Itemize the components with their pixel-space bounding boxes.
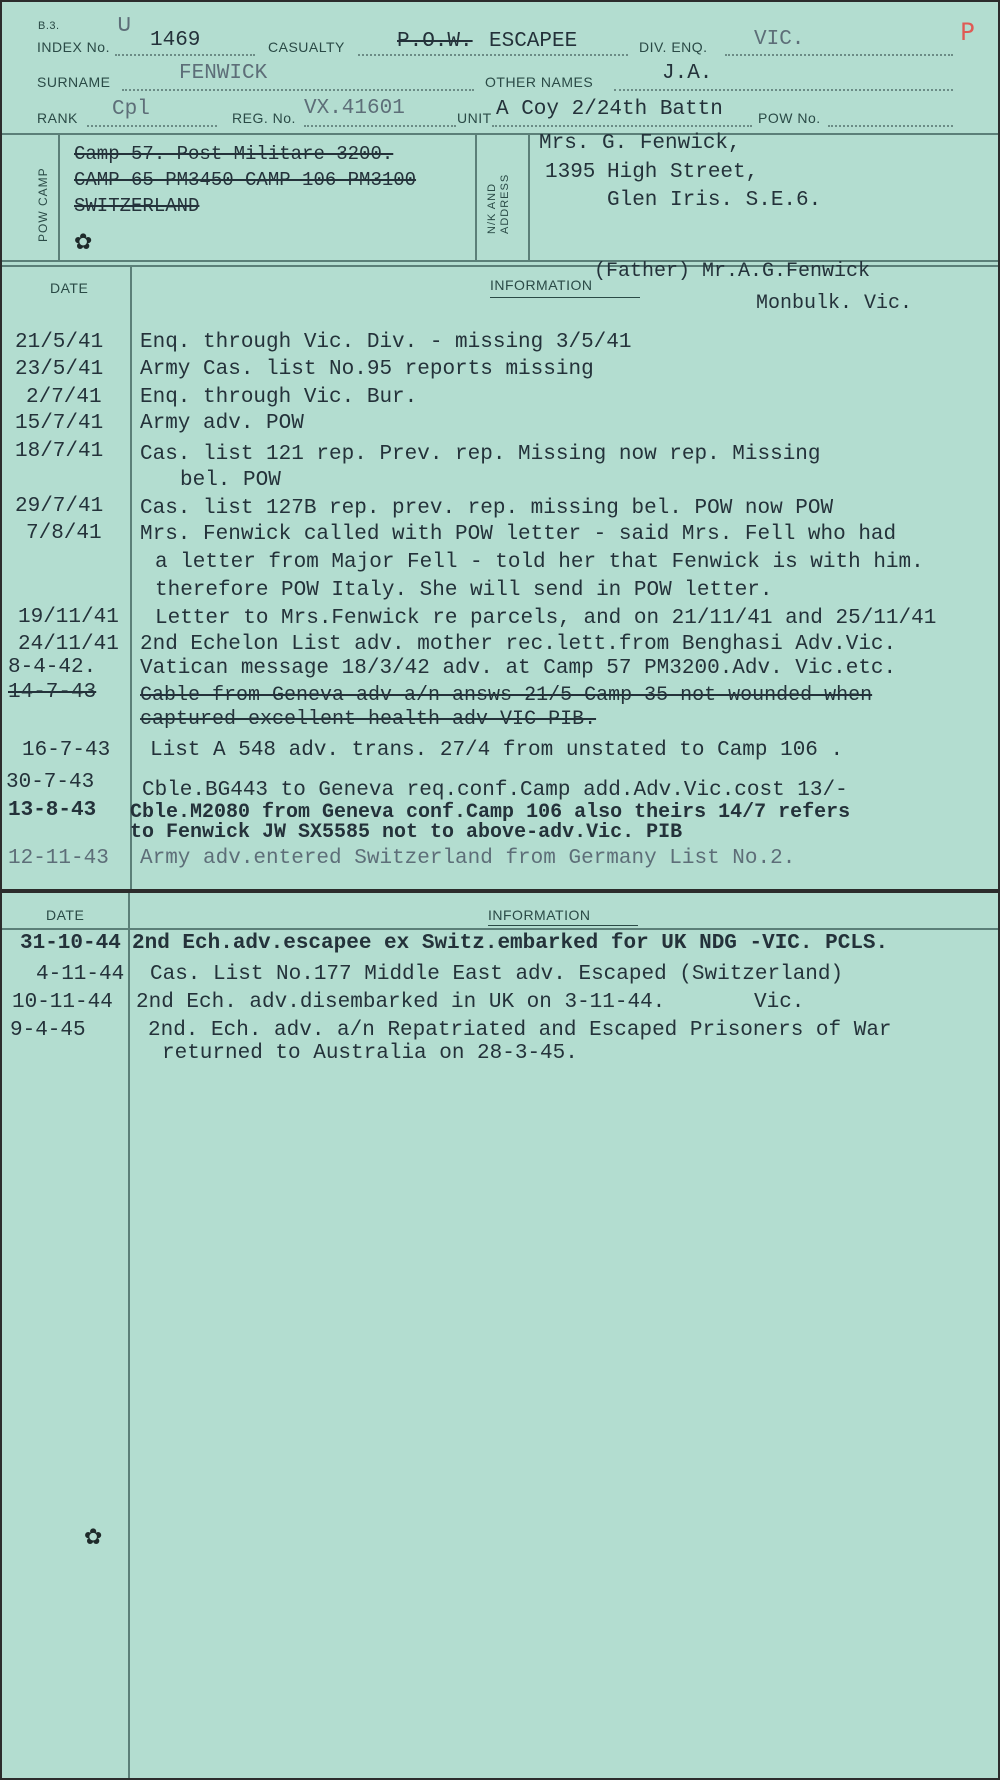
other-names-label: OTHER NAMES xyxy=(485,74,594,90)
entry-date: 18/7/41 xyxy=(15,440,104,463)
pow-camp-line-2: CAMP 65 PM3450 CAMP 106 PM3100 xyxy=(74,169,417,191)
entry-date: 4-11-44 xyxy=(36,963,125,986)
entry-text: captured excellent health adv VIC PIB. xyxy=(140,708,597,731)
unit-label: UNIT xyxy=(457,110,492,126)
entry-text: a letter from Major Fell - told her that Fenwick is with him. xyxy=(155,551,924,574)
entry-text: to Fenwick JW SX5585 not to above-adv.Vic. PIB xyxy=(130,821,683,844)
div-enq-label: DIV. ENQ. xyxy=(639,39,708,55)
entry-date: 2/7/41 xyxy=(26,386,102,409)
corner-mark: P xyxy=(960,18,975,46)
entry-date: 19/11/41 xyxy=(18,606,119,629)
entry-text: therefore POW Italy. She will send in POW letter. xyxy=(155,579,773,602)
entry-text: Cas. List No.177 Middle East adv. Escaped (Switzerland) xyxy=(150,963,844,986)
entry-text: Vic. xyxy=(754,991,805,1014)
casualty-value: ESCAPEE xyxy=(489,30,578,53)
entry-date: 9-4-45 xyxy=(10,1019,86,1042)
casualty-struck-value: P.O.W. xyxy=(397,30,473,53)
entry-text: Cas. list 127B rep. prev. rep. missing bel. POW now POW xyxy=(140,497,834,520)
nk-address-line-2: High Street, xyxy=(607,161,759,184)
index-card-front xyxy=(2,2,998,889)
father-line-1: (Father) Mr.A.G.Fenwick xyxy=(594,260,871,283)
information-header: INFORMATION xyxy=(490,277,593,293)
entry-text: Enq. through Vic. Bur. xyxy=(140,386,418,409)
entry-date: 15/7/41 xyxy=(15,412,104,435)
tick-mark: ∪ xyxy=(117,12,132,39)
entry-date: 7/8/41 xyxy=(26,522,102,545)
information-header: INFORMATION xyxy=(488,907,591,923)
entry-text: Letter to Mrs.Fenwick re parcels, and on 21/11/41 and 25/11/41 xyxy=(155,607,937,630)
entry-text: Cas. list 121 rep. Prev. rep. Missing now rep. Missing xyxy=(140,443,821,466)
nk-address-number: 1395 xyxy=(545,161,596,184)
entry-date: 21/5/41 xyxy=(15,331,104,354)
pow-camp-line-3: SWITZERLAND xyxy=(74,195,200,217)
casualty-label: CASUALTY xyxy=(268,39,345,55)
entry-text: Cable from Geneva adv a/n answs 21/5 Camp 35 not wounded when xyxy=(140,684,873,707)
entry-date: 8-4-42. xyxy=(8,656,97,679)
pow-camp-label: POW CAMP xyxy=(36,167,50,242)
entry-date: 29/7/41 xyxy=(15,495,104,518)
other-names-value: J.A. xyxy=(662,62,713,85)
entry-date: 10-11-44 xyxy=(12,991,113,1014)
entry-date: 23/5/41 xyxy=(15,358,104,381)
pow-no-label: POW No. xyxy=(758,110,821,126)
surname-value: FENWICK xyxy=(179,62,268,85)
entry-text: 2nd Echelon List adv. mother rec.lett.from Benghasi Adv.Vic. xyxy=(140,633,897,656)
entry-text: 2nd Ech. adv.disembarked in UK on 3-11-44. xyxy=(136,991,666,1014)
entry-date: 31-10-44 xyxy=(20,932,121,955)
blot-mark: ✿ xyxy=(74,230,93,255)
pow-camp-line-1: Camp 57. Post Militare 3200. xyxy=(74,143,394,165)
div-enq-value: VIC. xyxy=(754,28,805,51)
index-value: 1469 xyxy=(150,29,201,52)
reg-no-value: VX.41601 xyxy=(304,97,405,120)
entry-text: Army Cas. list No.95 reports missing xyxy=(140,358,594,381)
index-card-back xyxy=(2,893,998,1778)
rank-label: RANK xyxy=(37,110,78,126)
ink-blot: ✿ xyxy=(84,1525,103,1550)
father-line-2: Monbulk. Vic. xyxy=(756,292,913,315)
entry-date: 13-8-43 xyxy=(8,799,97,822)
entry-text: Cble.M2080 from Geneva conf.Camp 106 also theirs 14/7 refers xyxy=(130,801,851,824)
entry-text: bel. POW xyxy=(180,469,281,492)
entry-text: 2nd. Ech. adv. a/n Repatriated and Escaped Prisoners of War xyxy=(148,1019,892,1042)
nk-address-line-3: Glen Iris. S.E.6. xyxy=(607,189,822,212)
entry-text: returned to Australia on 28-3-45. xyxy=(162,1042,578,1065)
entry-text: Mrs. Fenwick called with POW letter - said Mrs. Fell who had xyxy=(140,523,897,546)
entry-date: 24/11/41 xyxy=(18,633,119,656)
surname-label: SURNAME xyxy=(37,74,111,90)
entry-text: Enq. through Vic. Div. - missing 3/5/41 xyxy=(140,331,632,354)
nk-address-line-1: Mrs. G. Fenwick, xyxy=(539,132,741,155)
date-header: DATE xyxy=(46,907,85,923)
index-label: INDEX No. xyxy=(37,39,110,55)
entry-date: 14-7-43 xyxy=(8,681,97,704)
entry-date: 12-11-43 xyxy=(8,847,109,870)
form-code: B.3. xyxy=(38,20,60,32)
entry-text: Vatican message 18/3/42 adv. at Camp 57 PM3200.Adv. Vic.etc. xyxy=(140,657,897,680)
entry-text: List A 548 adv. trans. 27/4 from unstated to Camp 106 . xyxy=(150,739,844,762)
entry-date: 30-7-43 xyxy=(6,771,95,794)
entry-text: Army adv. POW xyxy=(140,412,304,435)
unit-value: A Coy 2/24th Battn xyxy=(496,98,723,121)
reg-no-label: REG. No. xyxy=(232,110,296,126)
nk-address-label: N/K AND ADDRESS xyxy=(486,173,511,234)
entry-text: 2nd Ech.adv.escapee ex Switz.embarked for UK NDG -VIC. PCLS. xyxy=(132,932,889,955)
entry-text: Cble.BG443 to Geneva req.conf.Camp add.Adv.Vic.cost 13/- xyxy=(142,779,848,802)
rank-value: Cpl xyxy=(112,98,150,121)
entry-text: Army adv.entered Switzerland from Germany List No.2. xyxy=(140,847,796,870)
date-header: DATE xyxy=(50,280,89,296)
entry-date: 16-7-43 xyxy=(22,739,111,762)
